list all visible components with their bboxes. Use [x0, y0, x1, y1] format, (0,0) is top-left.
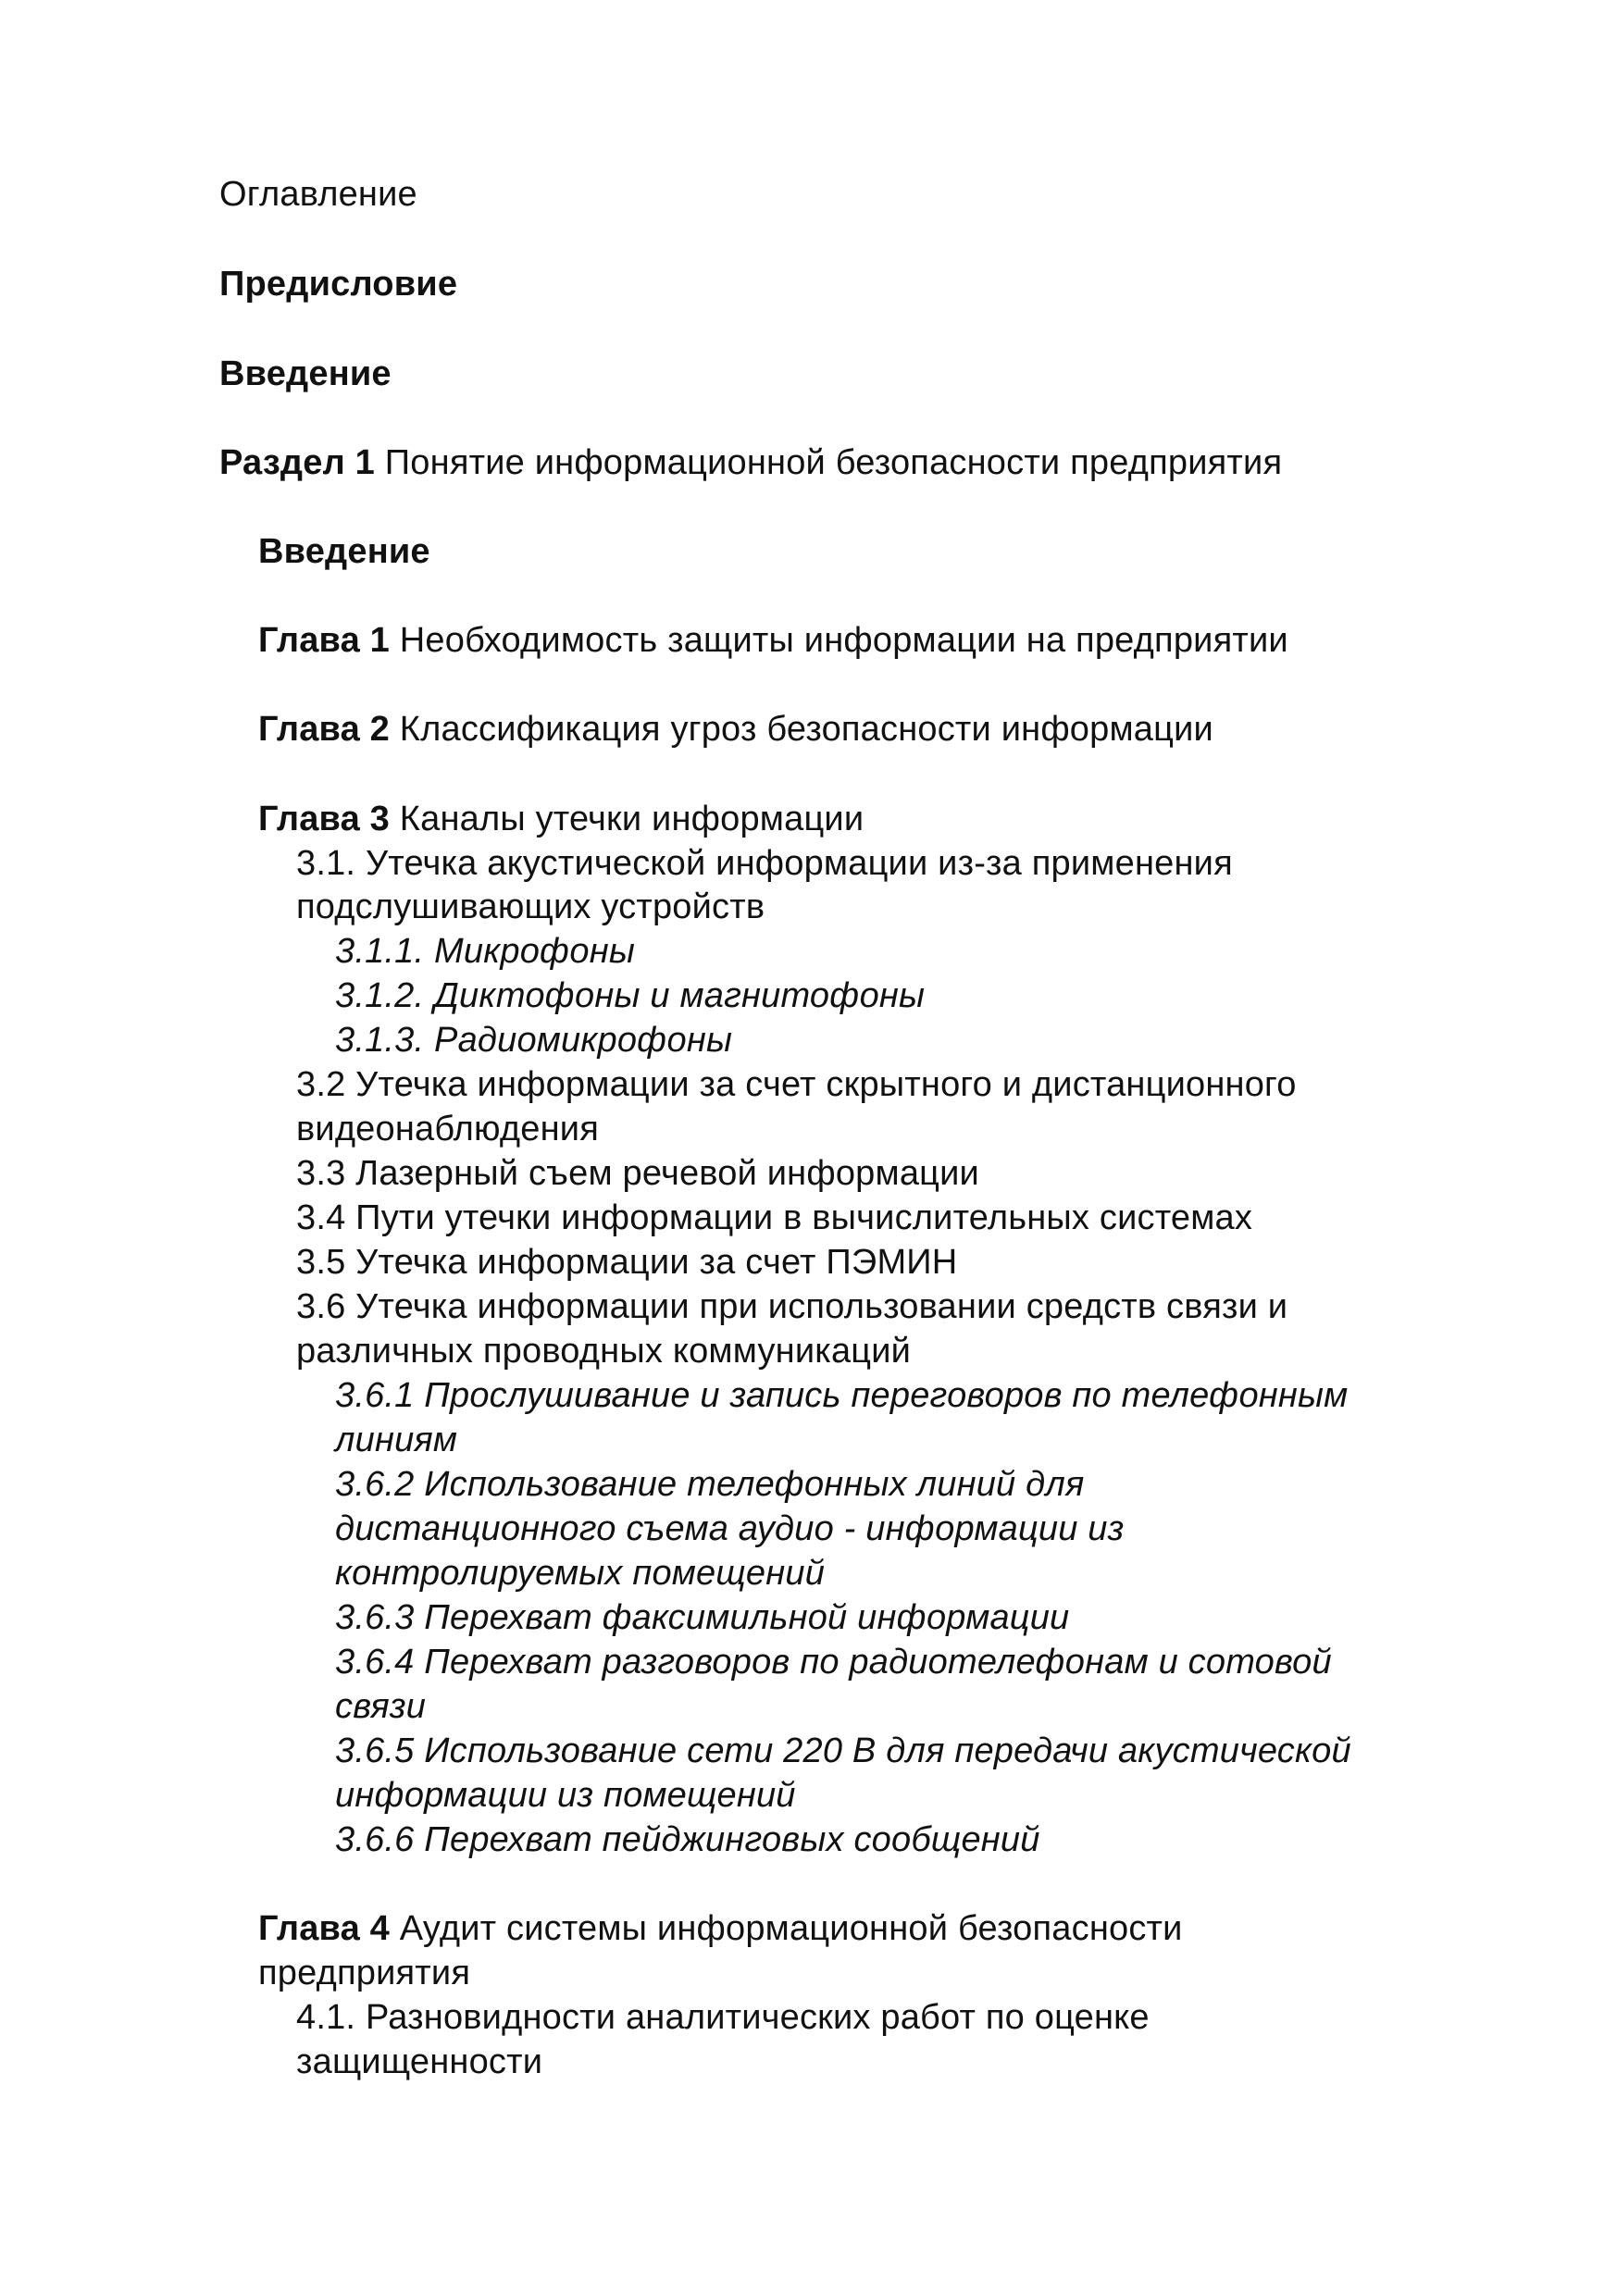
toc-entry-3-6-5-line-2: информации из помещений — [335, 1776, 796, 1815]
toc-entry-3-5: 3.5 Утечка информации за счет ПЭМИН — [296, 1243, 958, 1282]
toc-entry-3-6-5-line-1: 3.6.5 Использование сети 220 В для передачи акустической — [335, 1731, 1351, 1770]
toc-entry-3-6-line-1: 3.6 Утечка информации при использовании средств связи и — [296, 1287, 1288, 1326]
toc-entry-chapter-2 — [258, 707, 1213, 751]
toc-entry-preface: Предисловие — [219, 265, 458, 304]
toc-entry-3-2-line-2: видеонаблюдения — [296, 1110, 599, 1148]
toc-entry-3-6-3: 3.6.3 Перехват факсимильной информации — [335, 1598, 1070, 1637]
toc-entry-3-2-line-1: 3.2 Утечка информации за счет скрытного и дистанционного — [296, 1065, 1297, 1104]
toc-entry-3-6-1-line-1: 3.6.1 Прослушивание и запись переговоров по телефонным — [335, 1376, 1349, 1415]
chapter-3-label: Глава 3 — [258, 800, 391, 838]
toc-entry-3-6-4-line-1: 3.6.4 Перехват разговоров по радиотелефонам и сотовой — [335, 1643, 1332, 1682]
chapter-1-label: Глава 1 — [258, 621, 391, 660]
toc-entry-3-6-4-line-2: связи — [335, 1687, 427, 1726]
toc-entry-section-1 — [219, 441, 1282, 485]
toc-entry-3-3: 3.3 Лазерный съем речевой информации — [296, 1154, 979, 1193]
toc-entry-chapter-4-line-2: предприятия — [258, 1954, 471, 1992]
toc-entry-chapter-1 — [258, 618, 1288, 663]
toc-title: Оглавление — [219, 175, 417, 214]
section-1-label: Раздел 1 — [219, 443, 376, 482]
toc-entry-chapter-3 — [258, 797, 864, 841]
toc-entry-3-6-1-line-2: линиям — [335, 1421, 458, 1459]
section-1-text: Понятие информационной безопасности предприятия — [375, 443, 1283, 482]
toc-entry-3-1-1: 3.1.1. Микрофоны — [335, 932, 636, 971]
chapter-4-text: Аудит системы информационной безопасности — [390, 1909, 1183, 1948]
chapter-2-text: Классификация угроз безопасности информации — [390, 710, 1213, 749]
toc-entry-section-1-intro: Введение — [258, 532, 430, 571]
toc-entry-3-1-line-1: 3.1. Утечка акустической информации из-за применения — [296, 844, 1233, 883]
chapter-2-label: Глава 2 — [258, 710, 391, 749]
chapter-3-text: Каналы утечки информации — [390, 800, 864, 838]
toc-entry-intro: Введение — [219, 354, 392, 393]
toc-entry-4-1-line-2: защищенности — [296, 2042, 543, 2081]
toc-entry-3-6-2-line-3: контролируемых помещений — [335, 1554, 826, 1593]
chapter-4-label: Глава 4 — [258, 1909, 391, 1948]
toc-entry-3-1-2: 3.1.2. Диктофоны и магнитофоны — [335, 976, 926, 1015]
chapter-1-text: Необходимость защиты информации на предприятии — [390, 621, 1288, 660]
toc-entry-chapter-4-line-1 — [258, 1906, 1183, 1951]
toc-entry-3-1-line-2: подслушивающих устройств — [296, 887, 765, 926]
toc-entry-3-1-3: 3.1.3. Радиомикрофоны — [335, 1021, 733, 1060]
toc-entry-3-6-2-line-1: 3.6.2 Использование телефонных линий для — [335, 1465, 1085, 1504]
toc-entry-3-6-2-line-2: дистанционного съема аудио - информации из — [335, 1509, 1125, 1548]
toc-entry-3-6-line-2: различных проводных коммуникаций — [296, 1332, 912, 1371]
toc-entry-3-6-6: 3.6.6 Перехват пейджинговых сообщений — [335, 1820, 1040, 1859]
toc-entry-3-4: 3.4 Пути утечки информации в вычислительных системах — [296, 1198, 1253, 1237]
toc-entry-4-1-line-1: 4.1. Разновидности аналитических работ по оценке — [296, 1998, 1150, 2037]
